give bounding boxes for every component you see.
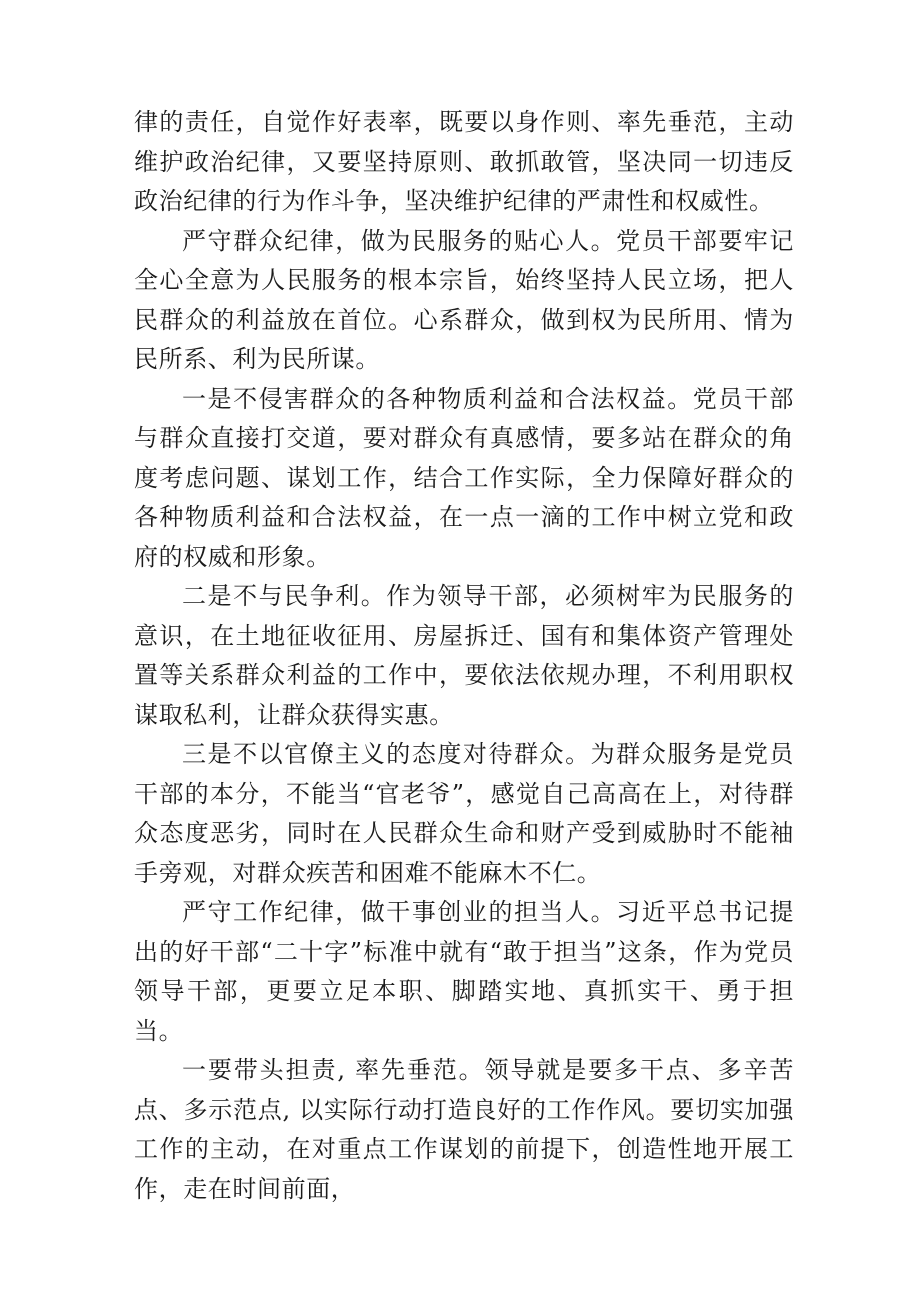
paragraph-5: 三是不以官僚主义的态度对待群众。为群众服务是党员干部的本分，不能当“官老爷”，感觉自己高高在上，对待群众态度恶劣，同时在人民群众生命和财产受到威胁时不能袖手旁观，对群众疾苦和困难不能麻木不仁。 xyxy=(134,740,794,887)
paragraph-4: 二是不与民争利。作为领导干部，必须树牢为民服务的意识，在土地征收征用、房屋拆迁、国有和集体资产管理处置等关系群众利益的工作中，要依法依规办理，不利用职权谋取私利，让群众获得实惠。 xyxy=(134,582,794,729)
paragraph-6: 严守工作纪律，做干事创业的担当人。习近平总书记提出的好干部“二十字”标准中就有“敢于担当”这条，作为党员领导干部，更要立足本职、脚踏实地、真抓实干、勇于担当。 xyxy=(134,898,794,1045)
paragraph-1: 律的责任，自觉作好表率，既要以身作则、率先垂范，主动维护政治纪律，又要坚持原则、敢抓敢管，坚决同一切违反政治纪律的行为作斗争，坚决维护纪律的严肃性和权威性。 xyxy=(134,108,794,215)
document-body xyxy=(134,103,794,1209)
paragraph-2: 严守群众纪律，做为民服务的贴心人。党员干部要牢记全心全意为人民服务的根本宗旨，始终坚持人民立场，把人民群众的利益放在首位。心系群众，做到权为民所用、情为民所系、利为民所谋。 xyxy=(134,226,794,373)
paragraph-3: 一是不侵害群众的各种物质利益和合法权益。党员干部与群众直接打交道，要对群众有真感情，要多站在群众的角度考虑问题、谋划工作，结合工作实际，全力保障好群众的各种物质利益和合法权益，在一点一滴的工作中树立党和政府的权威和形象。 xyxy=(134,384,794,571)
paragraph-7: 一要带头担责, 率先垂范。领导就是要多干点、多辛苦点、多示范点, 以实际行动打造良好的工作作风。要切实加强工作的主动，在对重点工作谋划的前提下，创造性地开展工作，走在时间前面， xyxy=(134,1056,794,1203)
